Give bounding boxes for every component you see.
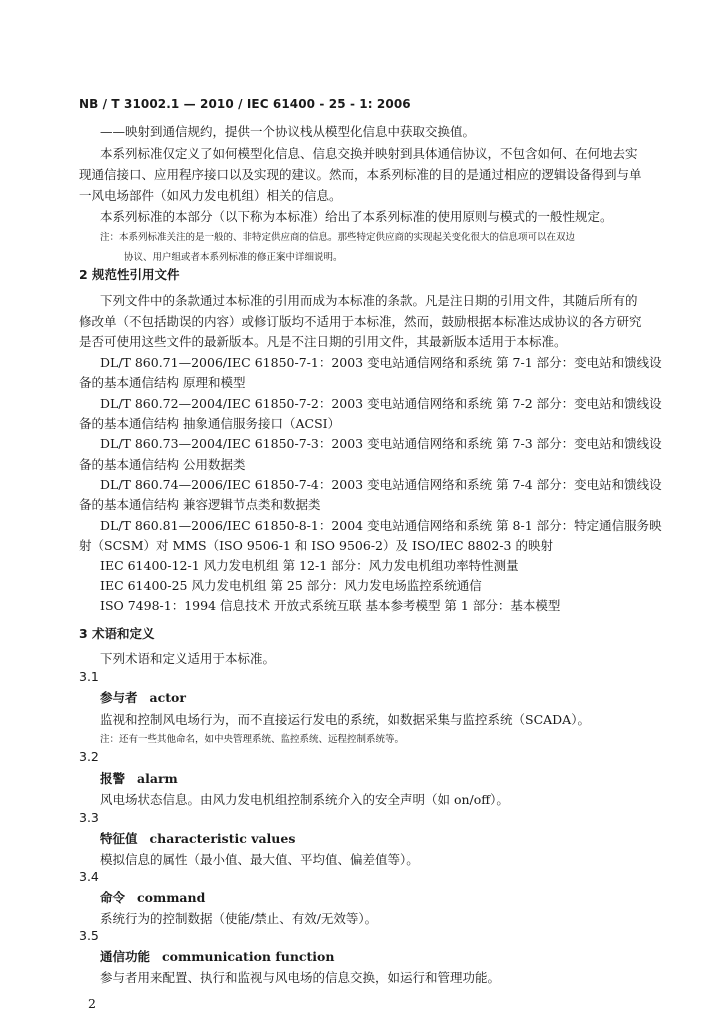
term-definition: 监视和控制风电场行为，而不直接运行发电的系统，如数据采集与监控系统（SCADA）。	[100, 712, 590, 727]
term-chinese: 命令	[100, 890, 126, 905]
term-english: characteristic values	[149, 831, 296, 846]
term-number: 3.4	[79, 869, 99, 884]
reference-entry: DL/T 860.72—2004/IEC 61850-7-2：2003 变电站通信网络和系统 第 7-2 部分：变电站和馈线设	[100, 396, 662, 411]
term-definition: 模拟信息的属性（最小值、最大值、平均值、偏差值等）。	[100, 852, 419, 867]
reference-entry: DL/T 860.73—2004/IEC 61850-7-3：2003 变电站通信网络和系统 第 7-3 部分：变电站和馈线设	[100, 436, 662, 451]
section-2-paragraph-line: 是否可使用这些文件的最新版本。凡是不注日期的引用文件，其最新版本适用于本标准。	[79, 334, 567, 349]
scope-paragraph-line: 一风电场部件（如风力发电机组）相关的信息。	[79, 188, 342, 203]
scope-paragraph-line: 本系列标准仅定义了如何模型化信息、信息交换并映射到具体通信协议，不包含如何、在何地去实	[100, 146, 638, 161]
term-english: command	[137, 890, 206, 905]
reference-entry: IEC 61400-12-1 风力发电机组 第 12-1 部分：风力发电机组功率特性测量	[100, 558, 519, 573]
part-description: 本系列标准的本部分（以下称为本标准）给出了本系列标准的使用原则与模式的一般性规定。	[100, 209, 613, 224]
intro-note: 协议、用户组或者本系列标准的修正案中详细说明。	[124, 252, 343, 263]
term-heading	[100, 949, 334, 965]
section-2-paragraph-line: 下列文件中的条款通过本标准的引用而成为本标准的条款。凡是注日期的引用文件，其随后所有的	[100, 293, 638, 308]
term-english: communication function	[162, 949, 335, 964]
intro-line: ——映射到通信规约，提供一个协议栈从模型化信息中获取交换值。	[100, 124, 476, 139]
section-2-paragraph-line: 修改单（不包括勘误的内容）或修订版均不适用于本标准，然而，鼓励根据本标准达成协议的各方研究	[79, 314, 642, 329]
term-definition: 参与者用来配置、执行和监视与风电场的信息交换，如运行和管理功能。	[100, 970, 501, 985]
reference-entry: DL/T 860.81—2006/IEC 61850-8-1：2004 变电站通信网络和系统 第 8-1 部分：特定通信服务映	[100, 518, 662, 533]
reference-entry: 备的基本通信结构 兼容逻辑节点类和数据类	[79, 497, 321, 512]
reference-entry: 备的基本通信结构 公用数据类	[79, 457, 246, 472]
term-note: 注：还有一些其他命名，如中央管理系统、监控系统、远程控制系统等。	[100, 734, 405, 745]
section-2-heading: 2 规范性引用文件	[79, 267, 180, 282]
term-chinese: 参与者	[100, 690, 138, 705]
reference-entry: 备的基本通信结构 原理和模型	[79, 375, 246, 390]
reference-entry: 备的基本通信结构 抽象通信服务接口（ACSI）	[79, 416, 341, 431]
section-3-heading: 3 术语和定义	[79, 626, 155, 641]
term-chinese: 通信功能	[100, 949, 151, 964]
term-number: 3.3	[79, 810, 99, 825]
reference-entry: ISO 7498-1：1994 信息技术 开放式系统互联 基本参考模型 第 1 部分：基本模型	[100, 598, 561, 613]
term-heading	[100, 831, 295, 847]
standard-header: NB / T 31002.1 — 2010 / IEC 61400 - 25 - 1: 2006	[79, 97, 411, 111]
term-number: 3.5	[79, 928, 99, 943]
scope-paragraph-line: 现通信接口、应用程序接口以及实现的建议。然而，本系列标准的目的是通过相应的逻辑设备得到与单	[79, 167, 642, 182]
page-number: 2	[88, 996, 96, 1011]
term-heading	[100, 771, 178, 787]
term-definition: 系统行为的控制数据（使能/禁止、有效/无效等）。	[100, 911, 378, 926]
reference-entry: DL/T 860.71—2006/IEC 61850-7-1：2003 变电站通信网络和系统 第 7-1 部分：变电站和馈线设	[100, 355, 662, 370]
reference-entry: 射（SCSM）对 MMS（ISO 9506-1 和 ISO 9506-2）及 ISO/IEC 8802-3 的映射	[79, 538, 553, 553]
reference-entry: DL/T 860.74—2006/IEC 61850-7-4：2003 变电站通信网络和系统 第 7-4 部分：变电站和馈线设	[100, 477, 662, 492]
intro-note: 注：本系列标准关注的是一般的、非特定供应商的信息。那些特定供应商的实现起关变化很大的信息项可以在双边	[100, 232, 576, 243]
section-3-intro: 下列术语和定义适用于本标准。	[100, 651, 276, 666]
term-english: alarm	[137, 771, 178, 786]
term-chinese: 特征值	[100, 831, 138, 846]
term-english: actor	[149, 690, 186, 705]
term-number: 3.1	[79, 669, 99, 684]
term-number: 3.2	[79, 749, 99, 764]
term-definition: 风电场状态信息。由风力发电机组控制系统介入的安全声明（如 on/off）。	[100, 792, 509, 807]
reference-entry: IEC 61400-25 风力发电机组 第 25 部分：风力发电场监控系统通信	[100, 578, 482, 593]
term-chinese: 报警	[100, 771, 126, 786]
term-heading	[100, 890, 205, 906]
term-heading	[100, 690, 186, 706]
